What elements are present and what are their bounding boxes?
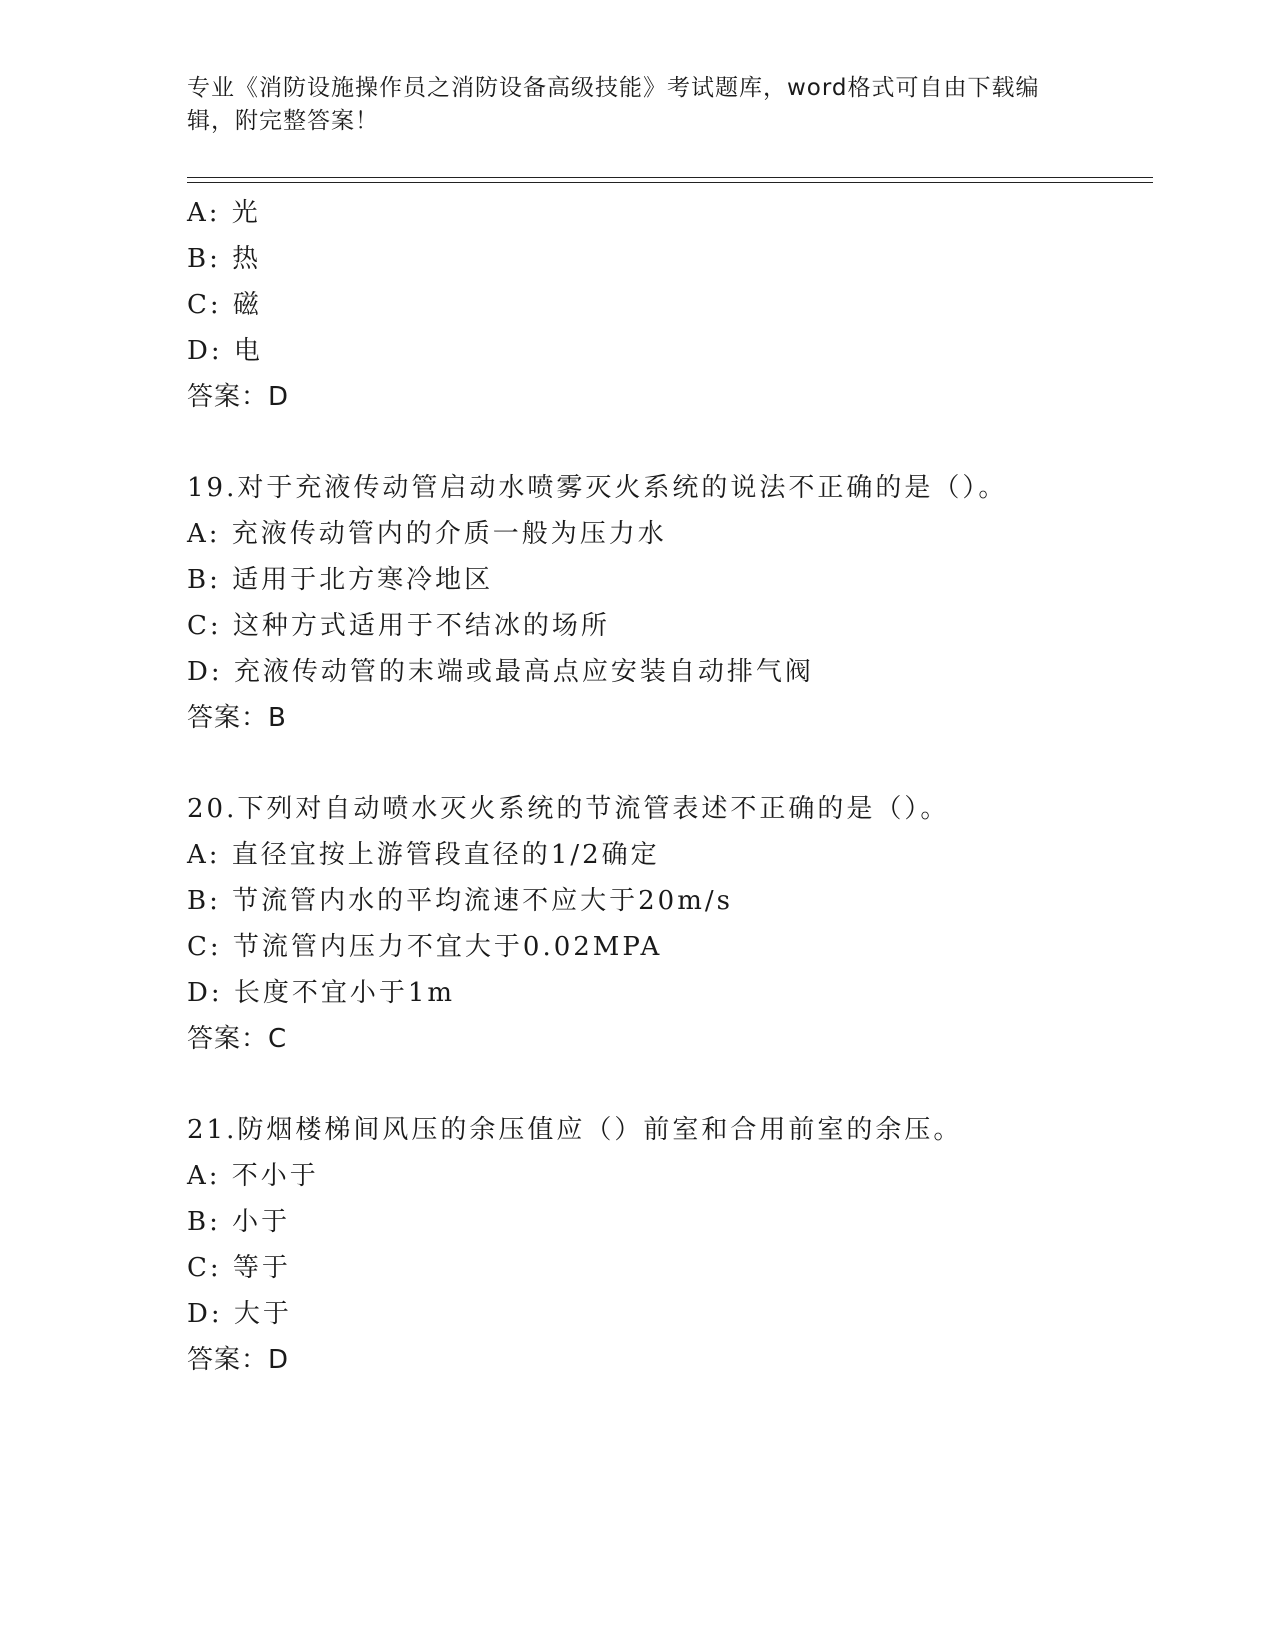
option-c: C: 磁: [187, 290, 262, 320]
question-stem: 19.对于充液传动管启动水喷雾灭火系统的说法不正确的是（）。: [187, 473, 1008, 503]
answer-line: 答案：D: [187, 1345, 290, 1375]
answer-line: 答案：D: [187, 382, 290, 412]
option-a: A: 不小于: [187, 1161, 319, 1191]
answer-line: 答案：C: [187, 1024, 288, 1054]
header-divider-bottom: [187, 182, 1153, 183]
option-c: C: 这种方式适用于不结冰的场所: [187, 611, 610, 641]
option-d: D: 电: [187, 336, 263, 366]
answer-line: 答案：B: [187, 703, 287, 733]
document-header: [187, 72, 1087, 138]
option-d: D: 长度不宜小于1m: [187, 978, 456, 1008]
question-stem: 21.防烟楼梯间风压的余压值应（）前室和合用前室的余压。: [187, 1115, 963, 1145]
header-divider-top: [187, 177, 1153, 178]
question-19: [187, 465, 1167, 741]
option-c: C: 节流管内压力不宜大于0.02MPA: [187, 932, 663, 962]
option-b: B: 适用于北方寒冷地区: [187, 565, 494, 595]
option-d: D: 充液传动管的末端或最高点应安装自动排气阀: [187, 657, 814, 687]
option-b: B: 小于: [187, 1207, 291, 1237]
question-list: [187, 190, 1167, 1383]
header-line-1: 专业《消防设施操作员之消防设备高级技能》考试题库，word格式可自由下载编: [187, 75, 1040, 101]
question-20: [187, 786, 1167, 1062]
header-line-2: 辑，附完整答案！: [187, 108, 379, 134]
question-spacer: [187, 420, 1167, 465]
option-a: A: 直径宜按上游管段直径的1/2确定: [187, 840, 660, 870]
option-c: C: 等于: [187, 1253, 291, 1283]
question-21: [187, 1107, 1167, 1383]
option-b: B: 热: [187, 244, 262, 274]
question-spacer: [187, 1062, 1167, 1107]
option-a: A: 充液传动管内的介质一般为压力水: [187, 519, 667, 549]
question-stem: 20.下列对自动喷水灭火系统的节流管表述不正确的是（）。: [187, 794, 950, 824]
question-18-continued: [187, 190, 1167, 420]
option-d: D: 大于: [187, 1299, 292, 1329]
option-a: A: 光: [187, 198, 261, 228]
option-b: B: 节流管内水的平均流速不应大于20m/s: [187, 886, 733, 916]
question-spacer: [187, 741, 1167, 786]
